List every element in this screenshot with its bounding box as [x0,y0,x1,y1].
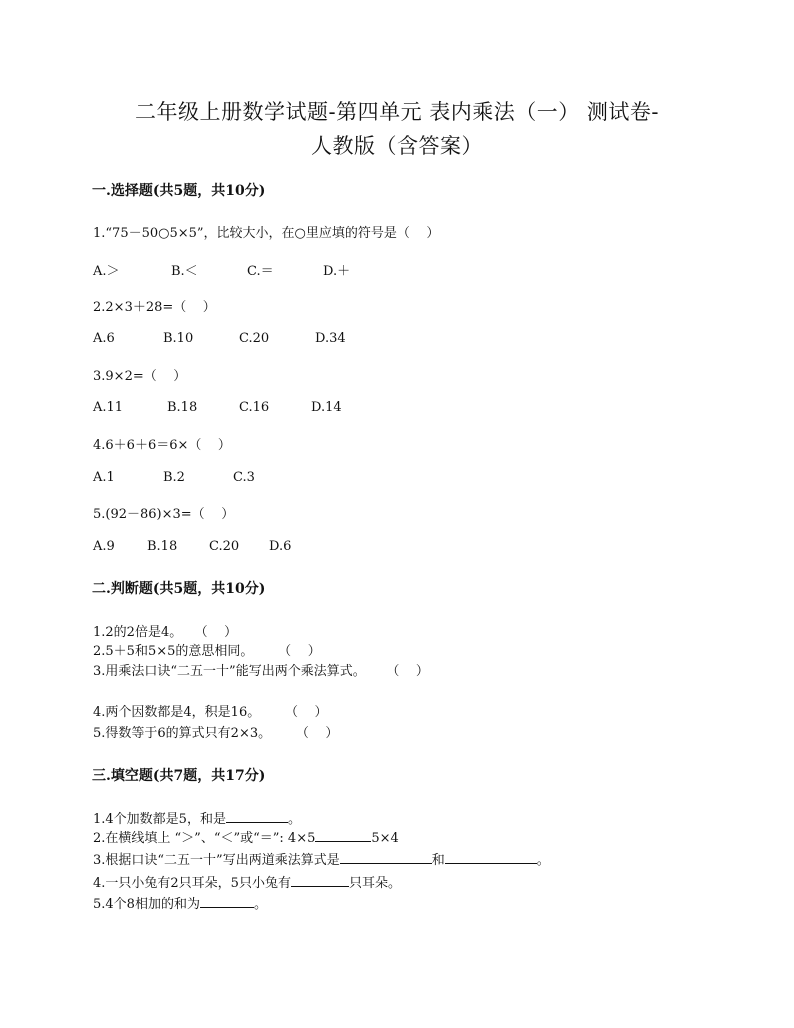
option: C.3 [233,470,255,485]
judgement-item-2: 2.5＋5和5×5的意思相同。 （ ） [93,644,321,659]
answer-blank[interactable] [226,810,288,823]
question-3-stem: 3.9×2=（ ） [93,369,187,384]
option: A.6 [93,331,115,346]
option: B.10 [163,331,194,346]
fill-item-3: 3.根据口诀“二五一十”写出两道乘法算式是 和 。 [93,853,550,868]
option: C.20 [209,539,240,554]
answer-blank[interactable] [291,874,349,887]
judgement-item-5: 5.得数等于6的算式只有2×3。 （ ） [93,726,339,741]
option: A.11 [93,400,124,415]
document-title-line-1: 二年级上册数学试题-第四单元 表内乘法（一） 测试卷- [134,100,660,124]
fill-item-1: 1.4个加数都是5，和是 。 [93,812,301,827]
option: C.16 [239,400,270,415]
option: B.＜ [171,264,198,279]
fill-item-2: 2.在横线填上 “＞”、“＜”或“＝”: 4×5 5×4 [93,831,399,846]
question-4-stem: 4.6＋6＋6＝6×（ ） [93,438,231,453]
option: A.＞ [93,264,120,279]
option: B.2 [163,470,185,485]
document-title-line-2: 人教版（含答案） [311,134,483,158]
option: C.＝ [247,264,274,279]
option: D.34 [315,331,346,346]
answer-blank[interactable] [200,895,254,908]
judgement-item-4: 4.两个因数都是4，积是16。 （ ） [93,705,328,720]
answer-blank[interactable] [445,851,537,864]
option: C.20 [239,331,270,346]
answer-blank[interactable] [340,851,432,864]
section-heading-fill-in: 三.填空题(共7题，共17分) [92,768,266,784]
option: A.9 [93,539,115,554]
answer-blank[interactable] [315,829,371,842]
option: B.18 [147,539,178,554]
question-2-stem: 2.2×3＋28=（ ） [93,300,216,315]
option: D.14 [311,400,342,415]
judgement-item-3: 3.用乘法口诀“二五一十”能写出两个乘法算式。 （ ） [93,664,429,679]
section-heading-judgement: 二.判断题(共5题，共10分) [92,581,266,597]
option: D.＋ [323,264,351,279]
judgement-item-1: 1.2的2倍是4。 （ ） [93,625,238,640]
fill-item-5: 5.4个8相加的和为 。 [93,897,267,912]
question-1-stem: 1.“75－50○5×5”，比较大小，在○里应填的符号是（ ） [93,226,440,241]
option: D.6 [269,539,292,554]
option: A.1 [93,470,115,485]
option: B.18 [167,400,198,415]
question-5-stem: 5.(92－86)×3=（ ） [93,507,235,522]
section-heading-choice: 一.选择题(共5题，共10分) [92,183,266,199]
fill-item-4: 4.一只小兔有2只耳朵，5只小兔有 只耳朵。 [93,876,401,891]
